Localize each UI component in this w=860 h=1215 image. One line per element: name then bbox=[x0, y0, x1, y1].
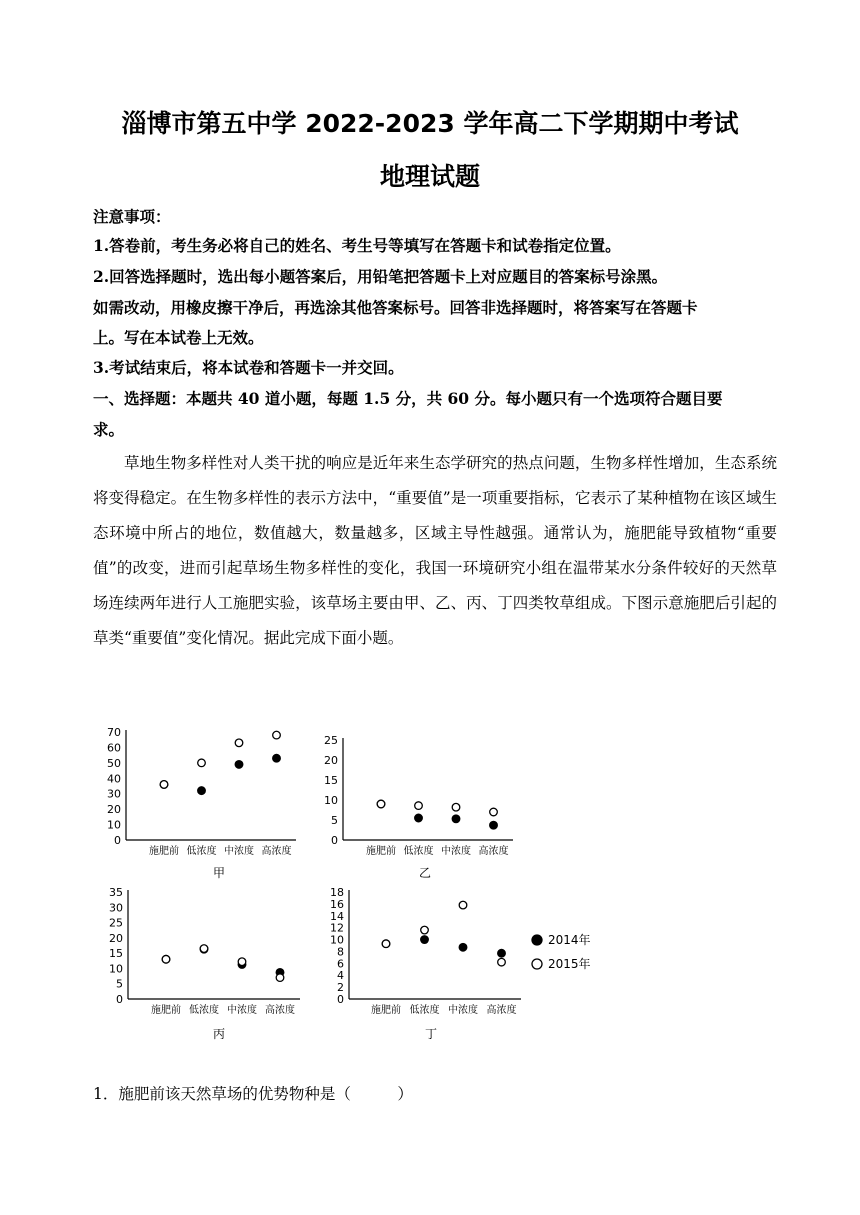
y-tick-label: 15 bbox=[109, 947, 123, 961]
point-2015 bbox=[200, 945, 208, 953]
y-tick-label: 16 bbox=[330, 897, 344, 911]
point-2015 bbox=[273, 731, 281, 739]
point-2014 bbox=[235, 761, 243, 769]
notice-item-2: 2.回答选择题时，选出每小题答案后，用铅笔把答题卡上对应题目的答案标号涂黑。 bbox=[93, 267, 668, 286]
point-2015 bbox=[421, 926, 429, 934]
y-tick-label: 6 bbox=[337, 957, 344, 971]
x-tick-label: 高浓度 bbox=[478, 846, 509, 857]
y-tick-label: 30 bbox=[107, 787, 121, 801]
point-2015 bbox=[452, 803, 460, 811]
x-tick-label: 中浓度 bbox=[227, 1005, 257, 1016]
y-tick-label: 0 bbox=[331, 834, 338, 847]
point-2014 bbox=[498, 949, 506, 957]
y-tick-label: 0 bbox=[114, 834, 121, 847]
notice-item-2-cont: 如需改动，用橡皮擦干净后，再选涂其他答案标号。回答非选择题时，将答案写在答题卡 bbox=[93, 298, 698, 317]
y-tick-label: 70 bbox=[107, 726, 121, 739]
x-tick-label: 低浓度 bbox=[189, 1005, 219, 1016]
y-tick-label: 10 bbox=[330, 933, 344, 947]
exam-subtitle: 地理试题 bbox=[379, 162, 480, 191]
point-2014 bbox=[452, 815, 460, 823]
notice-item-1: 1.答卷前，考生务必将自己的姓名、考生号等填写在答题卡和试卷指定位置。 bbox=[93, 236, 621, 255]
importance-value-charts bbox=[0, 720, 860, 1060]
y-tick-label: 10 bbox=[324, 794, 338, 807]
x-tick-label: 施肥前 bbox=[366, 846, 396, 857]
y-tick-label: 25 bbox=[109, 916, 123, 930]
passage bbox=[93, 446, 777, 656]
notice-heading: 注意事项： bbox=[93, 207, 171, 226]
y-tick-label: 8 bbox=[337, 945, 344, 959]
y-tick-label: 10 bbox=[109, 962, 123, 976]
x-tick-label: 中浓度 bbox=[224, 846, 254, 857]
y-tick-label: 30 bbox=[109, 901, 123, 915]
point-2014 bbox=[198, 787, 206, 795]
x-tick-label: 施肥前 bbox=[151, 1005, 181, 1016]
y-tick-label: 5 bbox=[331, 814, 338, 827]
legend-label-2014: 2014年 bbox=[548, 933, 591, 947]
y-tick-label: 60 bbox=[107, 741, 121, 755]
y-tick-label: 20 bbox=[107, 803, 121, 817]
x-tick-label: 中浓度 bbox=[448, 1005, 478, 1016]
y-tick-label: 15 bbox=[324, 774, 338, 787]
notice-item-2-end: 上。写在本试卷上无效。 bbox=[93, 328, 264, 347]
y-tick-label: 50 bbox=[107, 756, 121, 770]
section-heading-end: 求。 bbox=[93, 420, 125, 439]
point-2014 bbox=[415, 814, 423, 822]
y-tick-label: 0 bbox=[116, 993, 123, 1006]
x-tick-label: 高浓度 bbox=[486, 1005, 517, 1016]
point-2015 bbox=[382, 940, 390, 948]
x-tick-label: 高浓度 bbox=[261, 846, 292, 857]
passage-text: 草地生物多样性对人类干扰的响应是近年来生态学研究的热点问题，生物多样性增加，生态系统将变得稳定。在生物多样性的表示方法中，“重要值”是一项重要指标，它表示了某种植物在该区域生态环境中所占的地位，数值越大，数量越多，区域主导性越强。通常认为，施肥能导致植物“重要值”的改变，进而引起草场生物多样性的变化，我国一环境研究小组在温带某水分条件较好的天然草场连续两年进行人工施肥实验，该草场主要由甲、乙、丙、丁四类牧草组成。下图示意施肥后引起的草类“重要值”变化情况。据此完成下面小题。 bbox=[93, 454, 777, 647]
y-tick-label: 25 bbox=[324, 734, 338, 747]
point-2015 bbox=[459, 901, 467, 909]
exam-title: 淄博市第五中学 2022-2023 学年高二下学期期中考试 bbox=[121, 109, 739, 138]
x-tick-label: 施肥前 bbox=[371, 1005, 401, 1016]
section-heading: 一、选择题：本题共 40 道小题，每题 1.5 分，共 60 分。每小题只有一个选项符合题目要 bbox=[93, 389, 723, 408]
chart-title: 甲 bbox=[212, 866, 226, 880]
x-tick-label: 低浓度 bbox=[186, 846, 217, 857]
point-2015 bbox=[162, 955, 170, 963]
y-tick-label: 10 bbox=[107, 818, 121, 832]
chart-title: 丙 bbox=[212, 1027, 226, 1041]
point-2014 bbox=[490, 821, 498, 829]
point-2015 bbox=[377, 800, 385, 808]
legend-label-2015: 2015年 bbox=[548, 957, 591, 971]
y-tick-label: 14 bbox=[330, 909, 344, 923]
point-2014 bbox=[273, 754, 281, 762]
point-2014 bbox=[421, 936, 429, 944]
chart-title: 乙 bbox=[418, 866, 432, 880]
y-tick-label: 40 bbox=[107, 772, 121, 786]
x-tick-label: 低浓度 bbox=[403, 846, 434, 857]
y-tick-label: 12 bbox=[330, 921, 344, 935]
x-tick-label: 中浓度 bbox=[441, 846, 471, 857]
x-tick-label: 低浓度 bbox=[409, 1005, 440, 1016]
y-tick-label: 2 bbox=[337, 981, 344, 995]
chart-title: 丁 bbox=[424, 1027, 438, 1041]
y-tick-label: 0 bbox=[337, 993, 344, 1006]
y-tick-label: 35 bbox=[109, 886, 123, 899]
x-tick-label: 施肥前 bbox=[149, 846, 179, 857]
x-tick-label: 高浓度 bbox=[265, 1005, 295, 1016]
point-2015 bbox=[160, 781, 168, 789]
question-1: 1．施肥前该天然草场的优势物种是（ ） bbox=[93, 1085, 413, 1103]
point-2015 bbox=[415, 802, 423, 810]
y-tick-label: 20 bbox=[109, 931, 123, 945]
legend-marker-2015 bbox=[532, 959, 542, 969]
y-tick-label: 18 bbox=[330, 886, 344, 899]
notice-item-3: 3.考试结束后，将本试卷和答题卡一并交回。 bbox=[93, 358, 404, 377]
point-2014 bbox=[459, 943, 467, 951]
y-tick-label: 5 bbox=[116, 977, 123, 991]
y-tick-label: 4 bbox=[337, 969, 344, 983]
point-2015 bbox=[490, 808, 498, 816]
point-2015 bbox=[235, 739, 243, 747]
point-2015 bbox=[238, 958, 246, 966]
y-tick-label: 20 bbox=[324, 754, 338, 767]
point-2015 bbox=[276, 974, 284, 982]
point-2015 bbox=[498, 958, 506, 966]
point-2015 bbox=[198, 759, 206, 767]
legend-marker-2014 bbox=[532, 935, 542, 945]
